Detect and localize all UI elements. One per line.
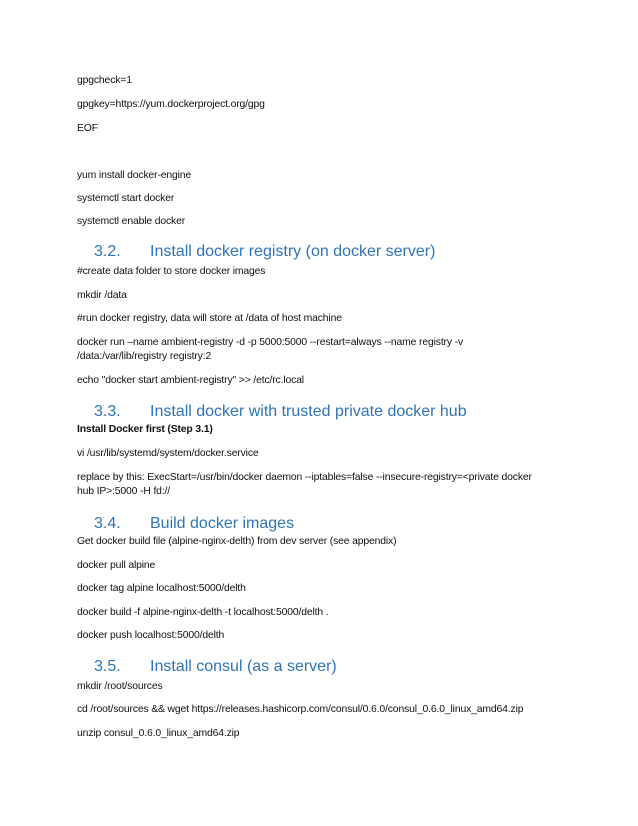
text-line-gpgcheck: gpgcheck=1: [77, 75, 132, 86]
text-line-systemctl-enable: systemctl enable docker: [77, 216, 186, 227]
section-heading-3-5: [94, 657, 337, 677]
text-line: hub IP>:5000 -H fd://: [77, 486, 171, 497]
text-line: docker push localhost:5000/delth: [77, 630, 225, 641]
section-number: 3.5.: [94, 658, 121, 675]
text-line: /data:/var/lib/registry registry:2: [77, 351, 212, 362]
text-line: mkdir /root/sources: [77, 681, 163, 692]
text-line: replace by this: ExecStart=/usr/bin/docker daemon --iptables=false --insecure-registry=<private docker: [77, 472, 532, 483]
section-heading-3-2: [94, 242, 435, 262]
section-title: Install consul (as a server): [150, 658, 337, 675]
text-line: echo "docker start ambient-registry" >> /etc/rc.local: [77, 375, 304, 386]
text-line: unzip consul_0.6.0_linux_amd64.zip: [77, 728, 240, 739]
text-line: #run docker registry, data will store at /data of host machine: [77, 313, 342, 324]
section-heading-3-4: [94, 514, 294, 534]
section-number: 3.2.: [94, 243, 121, 260]
text-line: Get docker build file (alpine-nginx-delth) from dev server (see appendix): [77, 536, 397, 547]
section-number: 3.3.: [94, 403, 121, 420]
text-line: #create data folder to store docker images: [77, 266, 266, 277]
text-line-yum-install: yum install docker-engine: [77, 170, 192, 181]
section-title: Install docker registry (on docker server): [150, 243, 436, 260]
section-title: Build docker images: [150, 515, 295, 532]
text-line: mkdir /data: [77, 290, 127, 301]
text-line-systemctl-start: systemctl start docker: [77, 193, 175, 204]
text-line-bold: Install Docker first (Step 3.1): [77, 424, 213, 435]
text-line: docker tag alpine localhost:5000/delth: [77, 583, 246, 594]
text-line: cd /root/sources && wget https://releases.hashicorp.com/consul/0.6.0/consul_0.6.0_linux_amd64.zip: [77, 704, 524, 715]
text-line: docker build -f alpine-nginx-delth -t localhost:5000/delth .: [77, 607, 329, 618]
text-line: docker pull alpine: [77, 560, 156, 571]
section-number: 3.4.: [94, 515, 121, 532]
text-line-eof: EOF: [77, 123, 98, 134]
text-line-gpgkey: gpgkey=https://yum.dockerproject.org/gpg: [77, 99, 265, 110]
text-line: vi /usr/lib/systemd/system/docker.service: [77, 448, 259, 459]
section-heading-3-3: [94, 402, 467, 422]
section-title: Install docker with trusted private docker hub: [150, 403, 467, 420]
text-line: docker run –name ambient-registry -d -p 5000:5000 --restart=always --name registry -v: [77, 337, 464, 348]
